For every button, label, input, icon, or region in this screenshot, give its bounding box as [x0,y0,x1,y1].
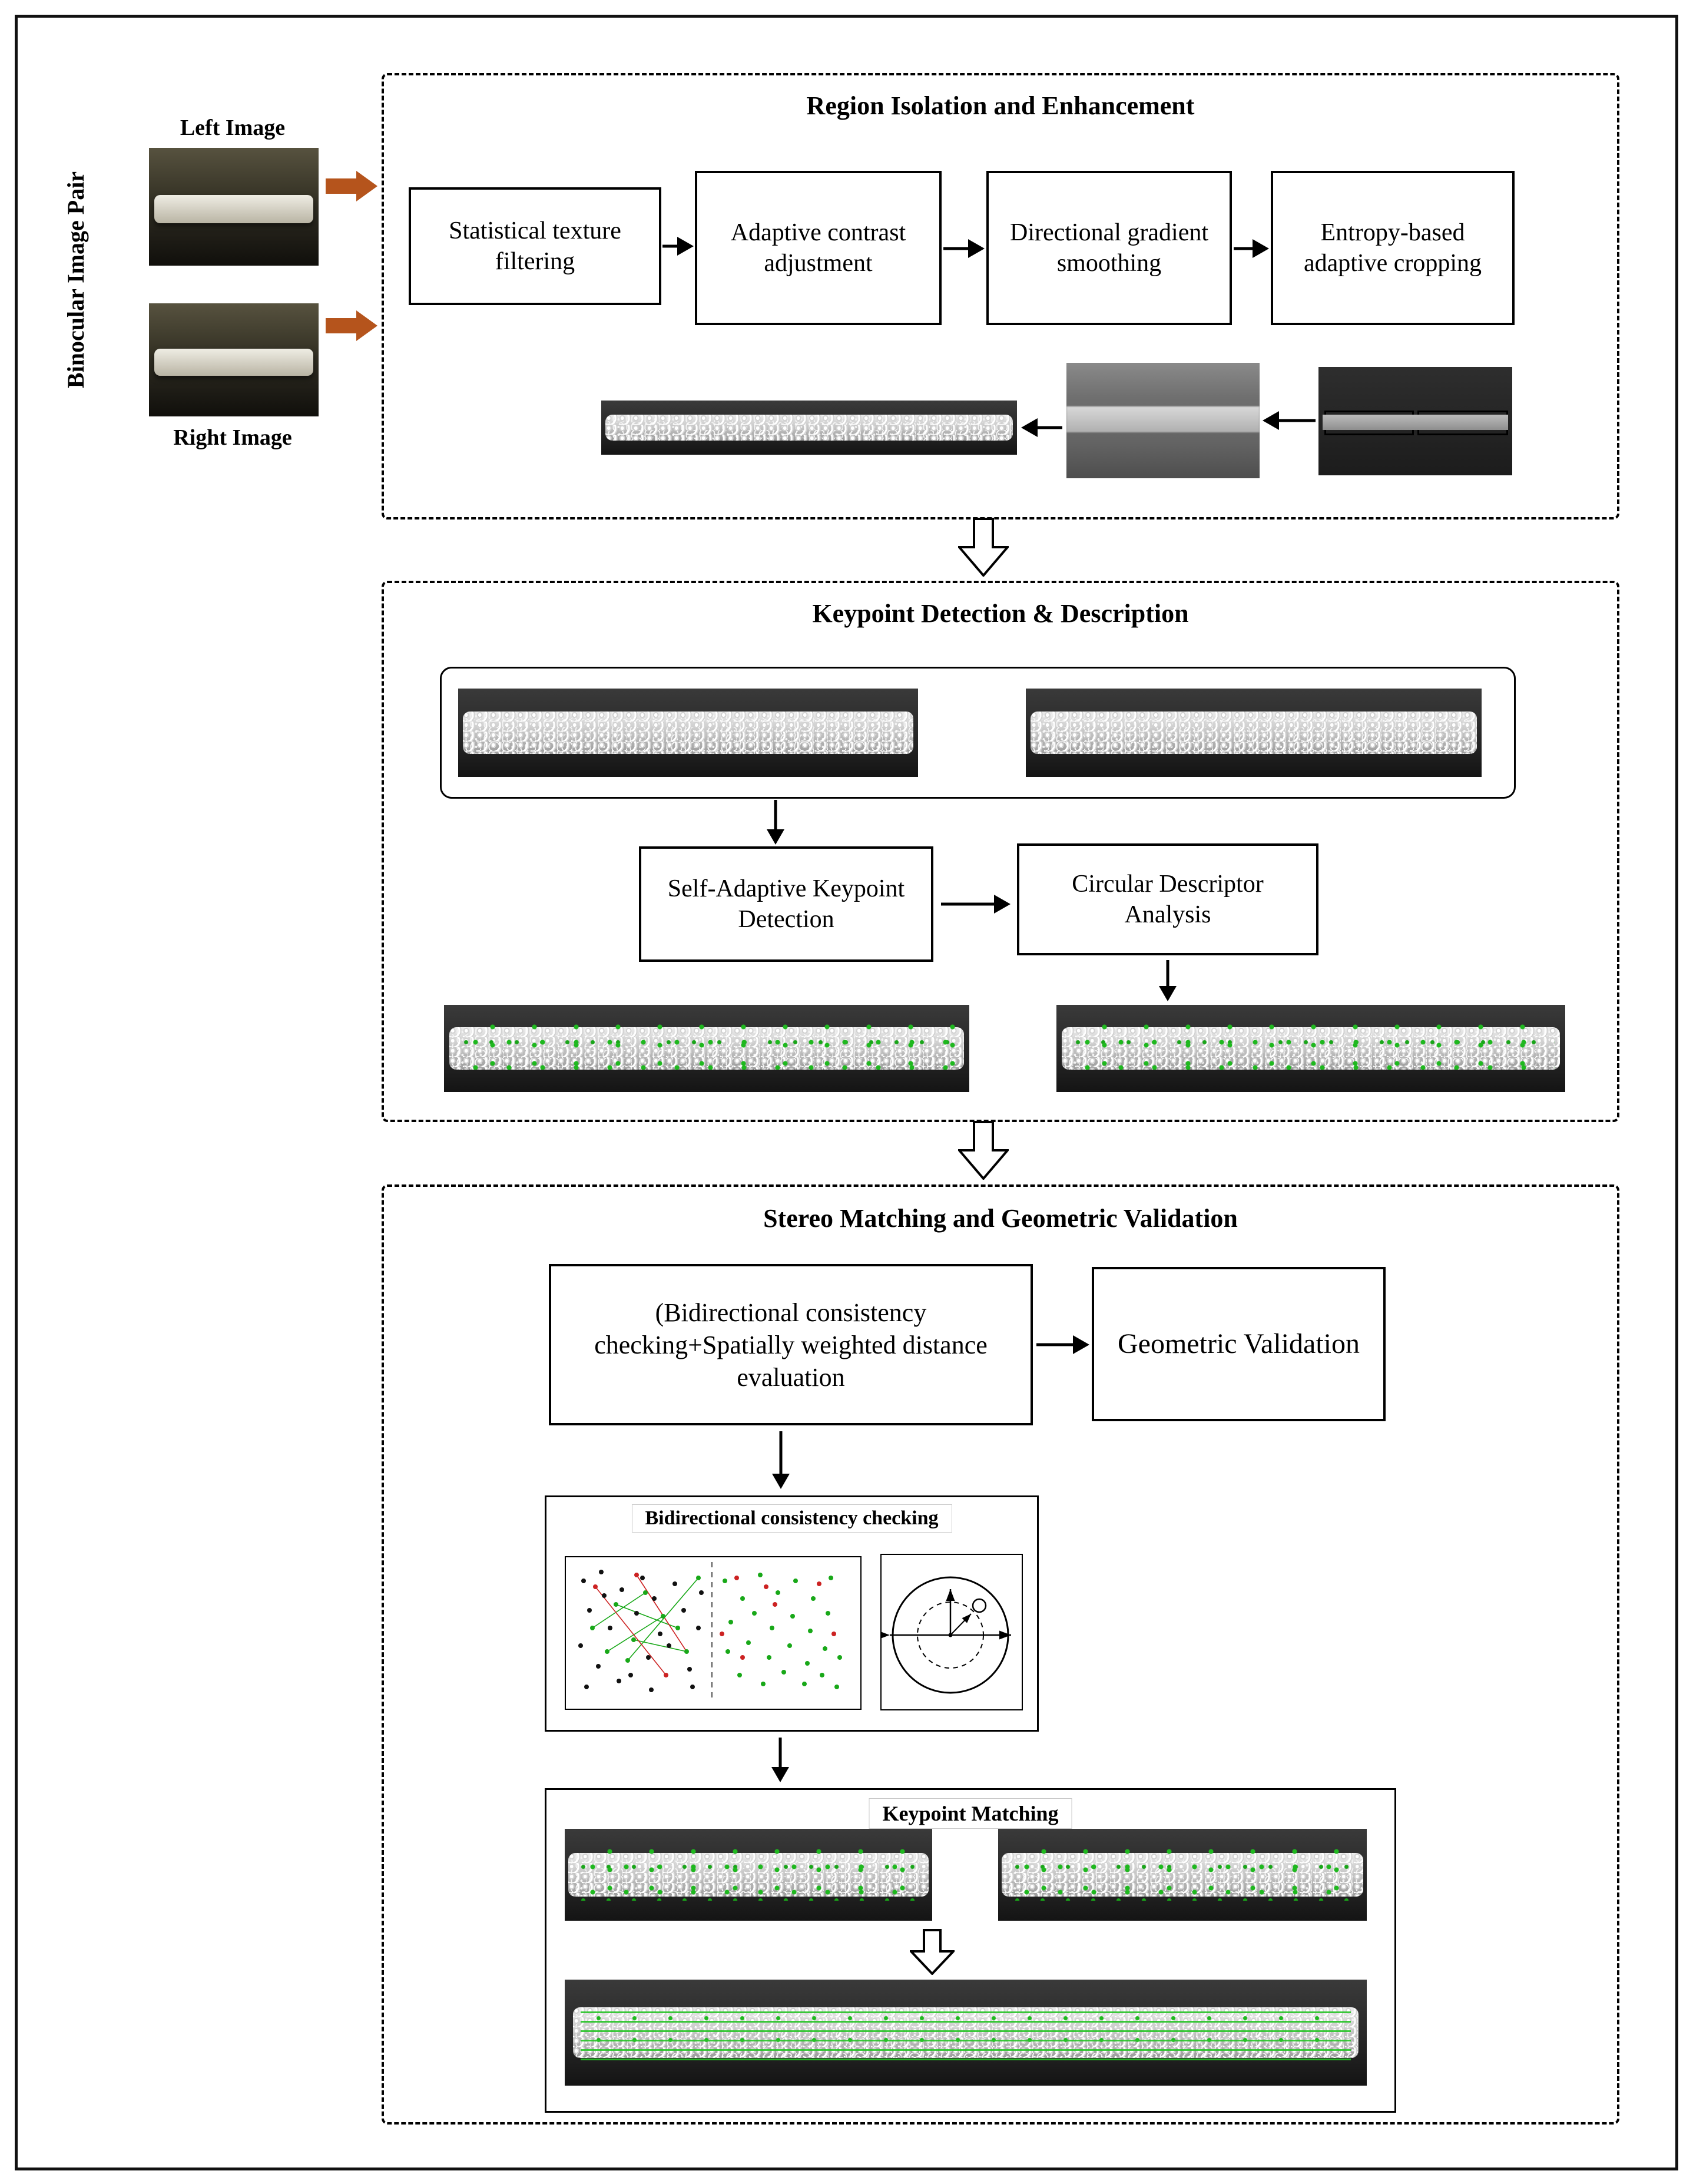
stage3-stereo-matching [382,1184,1619,2125]
consistency-panel-title: Bidirectional consistency checking [631,1504,952,1533]
stage-transition-arrow-icon [958,518,1009,577]
keypoint-matching-panel [545,1788,1396,2113]
flow-arrow-down-icon [766,800,786,845]
left-keypoints-image [565,1829,932,1921]
right-image-label: Right Image [173,425,292,450]
match-scatter-diagram [565,1556,862,1710]
step-adaptive-contrast-adjustment: Adaptive contrast adjustment [695,171,942,325]
merge-arrow-icon [910,1929,955,1975]
flow-arrow-down-icon [770,1738,790,1782]
right-keypoints-image [1056,1005,1565,1092]
flow-arrow-left-icon [1021,417,1062,438]
keypoint-matching-title: Keypoint Matching [869,1798,1072,1829]
cropped-region-image [601,401,1017,455]
self-adaptive-keypoint-detection-box: Self-Adaptive Keypoint Detection [639,846,933,962]
flow-arrow-down-icon [771,1431,791,1489]
flow-arrow-right-icon [1036,1334,1089,1355]
consistency-checking-panel [545,1495,1039,1732]
circular-descriptor-diagram [880,1554,1023,1710]
step-entropy-based-adaptive-cropping: Entropy-based adaptive cropping [1271,171,1515,325]
flow-arrow-right-icon [943,238,985,259]
stage2-keypoint-detection [382,581,1619,1122]
flow-arrow-down-icon [1158,960,1178,1001]
crop-box-left [1324,411,1414,435]
flow-arrow-right-icon [941,894,1011,915]
flow-arrow-right-icon [1234,238,1269,259]
flow-arrow-right-icon [662,236,694,257]
stage1-region-isolation [382,73,1619,519]
stage-transition-arrow-icon [958,1121,1009,1180]
left-strip-image [458,689,918,777]
right-strip-image [1026,689,1482,777]
input-arrow-bottom-icon [326,309,379,343]
bidirectional-consistency-box: (Bidirectional consistency checking+Spatially weighted distance evaluation [549,1264,1033,1425]
flow-arrow-left-icon [1263,410,1316,431]
scatter-plot-icon [566,1557,858,1706]
descriptor-circle-icon [882,1555,1019,1707]
step-directional-gradient-smoothing: Directional gradient smoothing [986,171,1232,325]
stage2-title: Keypoint Detection & Description [812,599,1189,628]
enhanced-gray-image [1066,363,1260,478]
left-keypoints-image [444,1005,969,1092]
binocular-pair-label: Binocular Image Pair [62,171,89,389]
circular-descriptor-analysis-box: Circular Descriptor Analysis [1017,843,1318,955]
step-statistical-texture-filtering: Statistical texture filtering [409,187,661,305]
right-image-photo [149,303,319,416]
stereo-pair-container [440,667,1516,799]
crop-box-right [1417,411,1508,435]
left-image-photo [149,148,319,266]
right-keypoints-image [998,1829,1367,1921]
figure-frame [15,15,1678,2170]
stage1-title: Region Isolation and Enhancement [806,91,1195,120]
input-arrow-top-icon [326,169,379,203]
matched-pairs-image [565,1980,1367,2086]
raw-image-with-crop-boxes [1318,367,1512,475]
geometric-validation-box: Geometric Validation [1092,1267,1386,1421]
stage3-title: Stereo Matching and Geometric Validation [763,1204,1238,1233]
left-image-label: Left Image [180,115,286,140]
